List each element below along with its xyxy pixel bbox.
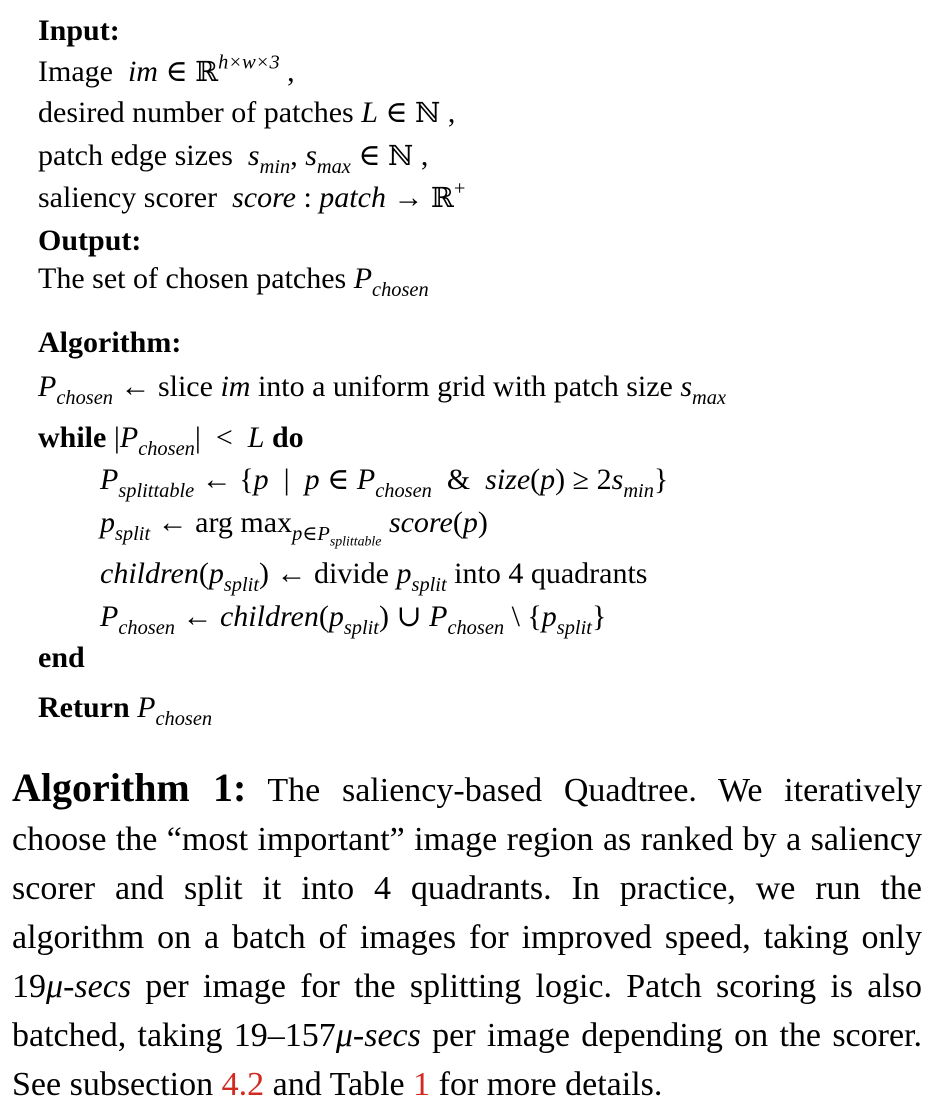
image-prefix: Image: [38, 55, 113, 88]
input-scorer-line: saliency scorer score : patch → ℝ+: [38, 177, 466, 214]
algo-line-while: while $|P_{chosen}| < L$ do: [38, 421, 304, 460]
algo-line-update: $P_{chosen}$ ← $children(p_{split})$ ∪ $P_{chosen}$ \ $\{p_{split}\}$: [100, 600, 607, 639]
scorer-prefix: saliency scorer: [38, 181, 218, 214]
algorithm-caption: Algorithm 1: The saliency-based Quadtree. We iteratively choose the “most important” image region as ranked by a saliency scorer and split it into 4 quadrants. In practice, we run the algorithm on a batch of images for improved speed, taking only 19μ-secs per image for the splitting logic. Patch scoring is also batched, taking 19–157μ-secs per image depending on the scorer. See subsection 4.2 and Table 1 for more details.: [12, 765, 923, 1103]
children-fn: children: [100, 557, 199, 590]
input-patches-line: desired number of patches L ∈ ℕ ,: [38, 96, 456, 129]
score-fn: score: [388, 506, 453, 539]
positive-reals-symbol: ℝ: [430, 181, 454, 214]
p-chosen: $P_{chosen}$: [100, 600, 175, 639]
scorer-fn: score: [232, 181, 296, 214]
algorithm-heading: Algorithm:: [38, 326, 182, 359]
slice-text: slice: [157, 370, 213, 403]
image-dims: h×w×3: [218, 51, 280, 74]
end-keyword: end: [38, 641, 85, 674]
table-ref-link[interactable]: 1: [413, 1066, 431, 1103]
divide-text: divide: [314, 557, 390, 590]
smax-var: $s_{max}$: [305, 139, 351, 178]
edge-prefix: patch edge sizes: [38, 139, 233, 172]
im-var: im: [220, 370, 251, 403]
p-split: $p_{split}$: [396, 557, 447, 596]
size-fn: size: [485, 463, 531, 496]
smax-var: $s_{max}$: [680, 370, 727, 409]
p-chosen: $P_{chosen}$: [353, 262, 429, 301]
input-edge-line: patch edge sizes $s_{min}$, $s_{max}$ ∈ ℕ ,: [38, 139, 429, 178]
caption-text-1: The saliency-based Quadtree. We iteratively choose the “most important” image region as ranked by a saliency scorer and split it into 4 quadrants. In practice, we run the algorithm on a batch of images for improved speed, taking only 19: [12, 772, 923, 1005]
smin-var: $s_{min}$: [247, 139, 291, 178]
caption-text-2: per image for the splitting logic. Patch scoring is also batched, taking 19–157: [12, 968, 922, 1054]
image-var: im: [127, 55, 158, 88]
patches-var: L: [361, 96, 378, 129]
output-heading: Output:: [38, 224, 142, 257]
do-keyword: do: [271, 421, 304, 454]
l-var: L: [247, 421, 265, 454]
caption-text-3: per image depending on the scorer. See subsection: [12, 1017, 922, 1103]
subsection-ref-link[interactable]: 4.2: [221, 1066, 265, 1103]
p-split: $p_{split}$: [100, 506, 151, 545]
input-heading: Input:: [38, 14, 120, 47]
output-line: [38, 262, 429, 301]
patches-prefix: desired number of patches: [38, 96, 354, 129]
grid-text: into a uniform grid with patch size: [257, 370, 673, 403]
p-chosen: $P_{chosen}$: [137, 691, 213, 730]
p-chosen: $P_{chosen}$: [356, 463, 432, 502]
scorer-domain: patch: [319, 181, 386, 214]
caption-label: Algorithm 1:: [12, 765, 247, 810]
algo-line-argmax: $p_{split}$ ← arg $\max_{p\in P_{splittable}}$ score(p): [100, 506, 488, 550]
caption-text-4: and Table: [264, 1066, 414, 1103]
output-prefix: The set of chosen patches: [38, 262, 347, 295]
naturals-symbol: ℕ: [415, 96, 441, 129]
smin-var: $s_{min}$: [611, 463, 654, 502]
naturals-symbol-2: ℕ: [388, 139, 414, 172]
quadrants-text: into 4 quadrants: [454, 557, 648, 590]
children-fn: children: [219, 600, 319, 633]
reals-symbol: ℝ: [195, 55, 219, 88]
caption-text-5: for more details.: [430, 1066, 663, 1103]
plus-sup: +: [453, 177, 466, 200]
return-keyword: Return: [38, 691, 130, 724]
algo-line-children: $children(p_{split})$ ← divide $p_{split}$ into 4 quadrants: [100, 557, 648, 596]
algo-line-return: [38, 691, 213, 730]
p-chosen: $P_{chosen}$: [119, 421, 195, 460]
p-chosen: $P_{chosen}$: [38, 370, 113, 409]
algo-line-init: $P_{chosen}$ ← slice im into a uniform grid with patch size $s_{max}$: [38, 370, 727, 409]
argmax-op: arg max: [195, 506, 293, 539]
while-keyword: while: [38, 421, 107, 454]
algo-line-splittable: $P_{splittable}$ ← {p | p ∈ $P_{chosen}$ & size(p) ≥ $2s_{min}$}: [100, 463, 669, 502]
p-splittable: $P_{splittable}$: [100, 463, 195, 502]
input-image-line: Image im ∈ ℝ$^{h\times w\times 3}$ ,: [38, 51, 295, 88]
